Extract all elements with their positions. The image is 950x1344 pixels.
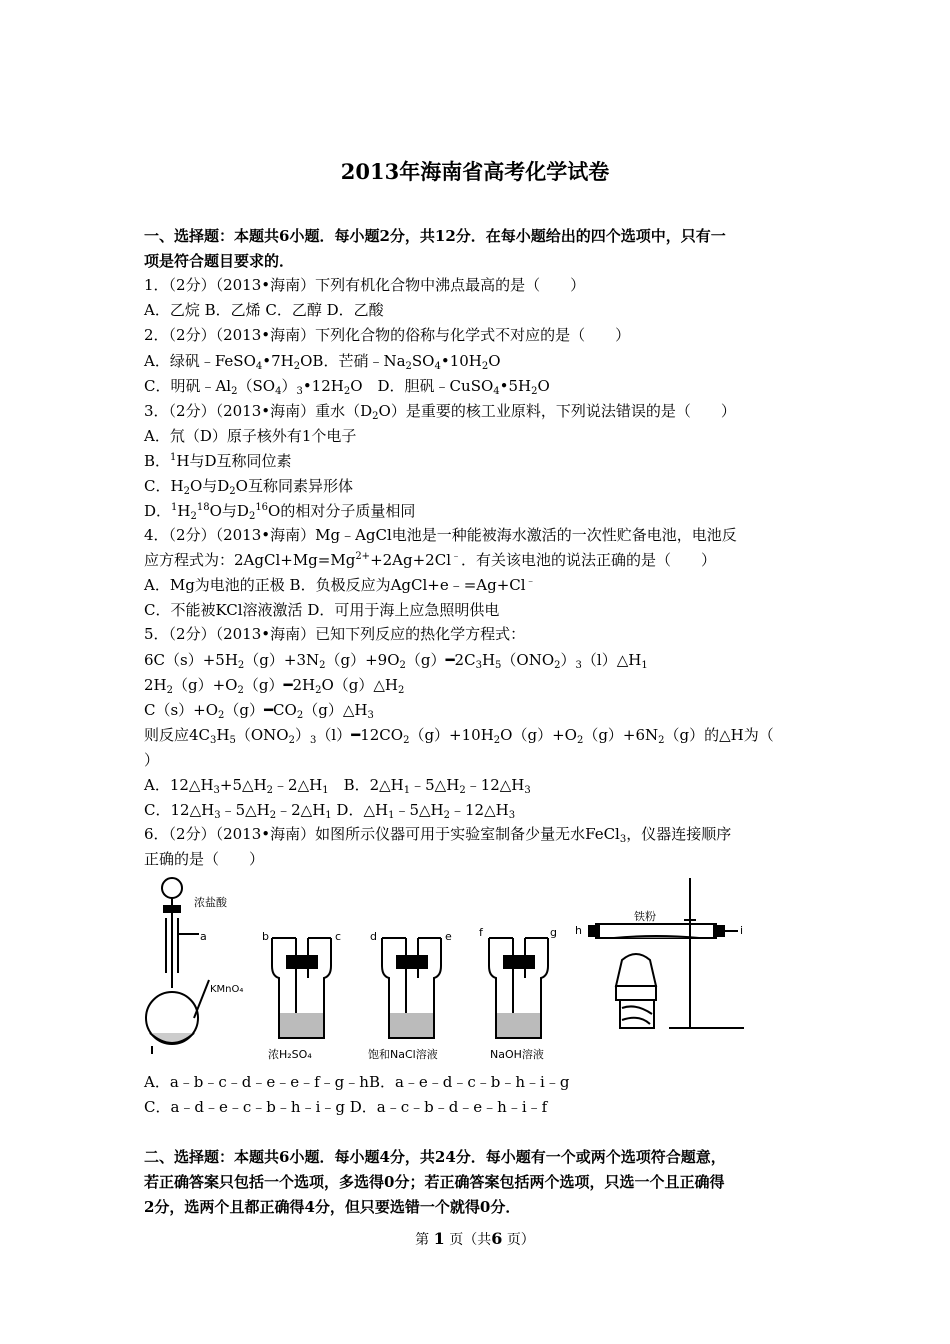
q1-options: A．乙烷 B．乙烯 C．乙醇 D．乙酸: [144, 301, 384, 319]
port-e-label: e: [445, 930, 452, 943]
q3-stem: 3．（2分）（2013•海南）重水$(D_2O)$是重要的核工业原料，下列说法错误的是（ ）: [144, 402, 736, 422]
q6-stem-cont: 正确的是（ ）: [144, 850, 265, 868]
q5-equation-1: $6C(s)+5H_2(g)+3N_2(g)+9O_2(g)━2C_3H_5(ONO_2)_3(l)\triangle H_1$: [144, 651, 648, 671]
port-f-label: f: [479, 926, 483, 939]
nacl-label: 饱和NaCl溶液: [368, 1048, 438, 1061]
conc-hcl-label: 浓盐酸: [194, 896, 227, 909]
page-footer: 第 1 页（共6 页）: [415, 1229, 535, 1248]
q4-options-ab: A．Mg为电池的正极 B．负极反应为AgCl+e﹣=Ag+Cl﹣: [144, 576, 536, 594]
q5-equation-3: $C(s)+O_2(g)━CO_2(g)\triangle H_3$: [144, 701, 374, 721]
port-d-label: d: [370, 930, 377, 943]
q3-option-c: C．$H_2O$与$D_2O$互称同素异形体: [144, 477, 353, 497]
port-a-label: a: [200, 930, 207, 943]
q6-stem: 6．（2分）（2013•海南）如图所示仪器可用于实验室制备少量无水FeCl$_3$，仪器连接顺序: [144, 825, 732, 845]
section2-heading-cont: 若正确答案只包括一个选项，多选得0分；若正确答案包括两个选项，只选一个且正确得: [144, 1173, 725, 1191]
q4-stem-cont: 应方程式为：$2AgCl+Mg=Mg^{2+}+2Ag+2Cl^﹣$．有关该电池的说法正确的是（ ）: [144, 551, 717, 569]
q5-stem: 5．（2分）（2013•海南）已知下列反应的热化学方程式：: [144, 625, 526, 643]
q6-options-ab: A．a﹣b﹣c﹣d﹣e﹣e﹣f﹣g﹣hB．a﹣e﹣d﹣c﹣b﹣h﹣i﹣g: [144, 1073, 570, 1091]
q3-option-b: B．$^1$H与D互称同位素: [144, 452, 292, 470]
q2-options-cd: C．明矾$﹣Al_2(SO_4)_3•12H_2O$ D．胆矾$﹣CuSO_4•5H_2O$: [144, 377, 550, 397]
q5-options-ab: A．$12\triangle H_3+5\triangle H_2﹣2\triangle H_1$ B．$2\triangle H_1﹣5\triangle H_2﹣12\triangle H_3$: [144, 776, 531, 796]
port-b-label: b: [262, 930, 269, 943]
iron-powder-label: 铁粉: [634, 910, 656, 923]
section1-heading: 一、选择题：本题共6小题．每小题2分，共12分．在每小题给出的四个选项中，只有一: [144, 227, 726, 245]
port-h-label: h: [575, 924, 582, 937]
wash-bottle-1: [272, 938, 331, 1038]
apparatus-figure: [144, 868, 784, 1066]
q2-stem: 2．（2分）（2013•海南）下列化合物的俗称与化学式不对应的是（ ）: [144, 326, 631, 344]
wash-bottle-3: [489, 938, 548, 1038]
q3-option-a: A．氘（D）原子核外有1个电子: [144, 427, 357, 445]
section1-heading-cont: 项是符合题目要求的．: [144, 252, 295, 270]
h2so4-label: 浓H₂SO₄: [268, 1048, 312, 1061]
q4-options-cd: C．不能被KCl溶液激活 D．可用于海上应急照明供电: [144, 601, 500, 619]
total-pages: 6: [491, 1229, 503, 1248]
section2-heading: 二、选择题：本题共6小题．每小题4分，共24分．每小题有一个或两个选项符合题意，: [144, 1148, 726, 1166]
port-i-label: i: [740, 924, 744, 937]
current-page: 1: [433, 1229, 445, 1248]
port-c-label: c: [335, 930, 342, 943]
q5-paren: ）: [144, 751, 160, 769]
q5-equation-2: $2H_2(g)+O_2(g)━2H_2O(g)\triangle H_2$: [144, 676, 405, 696]
naoh-label: NaOH溶液: [490, 1048, 544, 1061]
q5-options-cd: C．$12\triangle H_3﹣5\triangle H_2﹣2\triangle H_1$ D．$\triangle H_1﹣5\triangle H_2﹣12\triangle H_3$: [144, 801, 516, 821]
section2-heading-cont2: 2分，选两个且都正确得4分，但只要选错一个就得0分．: [144, 1198, 521, 1216]
q4-stem: 4．（2分）（2013•海南）Mg﹣AgCl电池是一种能被海水激活的一次性贮备电池，电池反: [144, 526, 737, 544]
kmno4-label: KMnO₄: [210, 984, 244, 995]
q5-target-reaction: 则反应$4C_3H_5(ONO_2)_3(l)━12CO_2(g)+10H_2O(g)+O_2(g)+6N_2(g)$的△H为（: [144, 726, 774, 746]
q3-option-d: D．$^1H_2^{18}O$与$D_2^{16}O$的相对分子质量相同: [144, 502, 416, 522]
port-g-label: g: [550, 926, 557, 939]
q1-stem: 1．（2分）（2013•海南）下列有机化合物中沸点最高的是（ ）: [144, 276, 586, 294]
page-title: 2013年海南省高考化学试卷: [340, 159, 610, 184]
q2-options-ab: A．绿矾$﹣FeSO_4•7H_2OB$．芒硝$﹣Na_2SO_4•10H_2O$: [144, 352, 501, 372]
q6-options-cd: C．a﹣d﹣e﹣c﹣b﹣h﹣i﹣g D．a﹣c﹣b﹣d﹣e﹣h﹣i﹣f: [144, 1098, 548, 1116]
tube-furnace: [589, 878, 744, 1028]
wash-bottle-2: [382, 938, 441, 1038]
